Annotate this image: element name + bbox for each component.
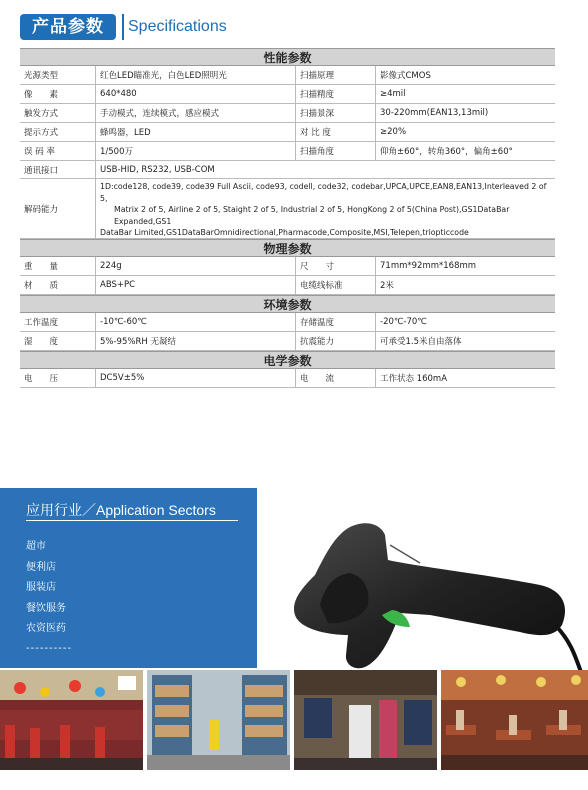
application-sectors-panel (0, 488, 257, 668)
spec-key: 重 量 (24, 262, 59, 272)
spec-key: 误 码 率 (24, 147, 55, 157)
page-header (20, 14, 227, 40)
spec-value: 1/500万 (95, 142, 295, 160)
header-title-cn: 产品参数 (20, 14, 116, 40)
application-item: 农资医药 (26, 623, 66, 634)
spec-key: 像 素 (24, 90, 59, 100)
spec-value: 影像式CMOS (375, 66, 555, 84)
supermarket-photo (0, 670, 143, 770)
spec-value: USB-HID, RS232, USB-COM (95, 161, 555, 178)
spec-value: 可承受1.5米自由落体 (375, 332, 555, 350)
spec-value: 手动模式，连续模式，感应模式 (95, 104, 295, 122)
spec-value: 2米 (375, 276, 555, 294)
spec-key: 材 质 (24, 281, 59, 291)
spec-value: 蜂鸣器，LED (95, 123, 295, 141)
spec-key: 电缆线标准 (295, 276, 375, 294)
spec-key: 解码能力 (24, 204, 59, 215)
spec-key: 扫描原理 (295, 66, 375, 84)
spec-key: 尺 寸 (295, 257, 375, 275)
spec-key: 提示方式 (24, 128, 59, 138)
spec-value: 640*480 (95, 85, 295, 103)
spec-key: 存储温度 (295, 313, 375, 331)
spec-value: ABS+PC (95, 276, 295, 294)
spec-value: 仰角±60°，转角360°，偏角±60° (375, 142, 555, 160)
application-item: 餐饮服务 (26, 602, 66, 614)
spec-key: 通讯接口 (24, 165, 59, 176)
spec-value: ≥20% (375, 123, 555, 141)
spec-row (20, 85, 555, 104)
section-performance: 性能参数 (20, 48, 555, 66)
application-item: 超市 (26, 541, 46, 552)
spec-key: 工作温度 (24, 318, 59, 328)
decode-line: DataBar Limited,GS1DataBarOmnidirectional,Pharmacode,Composite,MSI,Telepen,triopticcode (100, 228, 469, 237)
application-item: 服装店 (26, 582, 56, 593)
application-dashes: ---------- (26, 643, 73, 654)
spec-table (20, 48, 555, 388)
spec-row-decode (20, 179, 555, 239)
application-item: 便利店 (26, 561, 56, 573)
spec-value: -10℃-60℃ (95, 313, 295, 331)
spec-key: 光源类型 (24, 71, 59, 81)
spec-value: 71mm*92mm*168mm (375, 257, 555, 275)
spec-key: 湿 度 (24, 337, 59, 347)
spec-row (20, 123, 555, 142)
spec-value: 红色LED瞄准光，白色LED照明光 (95, 66, 295, 84)
spec-value: -20℃-70℃ (375, 313, 555, 331)
section-environment: 环境参数 (20, 295, 555, 313)
spec-row (20, 369, 555, 388)
spec-key: 对 比 度 (295, 123, 375, 141)
spec-key: 抗震能力 (295, 332, 375, 350)
spec-value: 5%-95%RH 无凝结 (95, 332, 295, 350)
spec-row (20, 276, 555, 295)
application-list (26, 537, 66, 640)
spec-row (20, 313, 555, 332)
spec-value: DC5V±5% (95, 369, 295, 387)
spec-key: 扫描精度 (295, 85, 375, 103)
spec-row (20, 66, 555, 85)
decode-line: 1D:code128, code39, code39 Full Ascii, code93, codell, code32, codebar,UPCA,UPCE,EAN8,EAN13,Interleaved 2 of 5, (100, 182, 547, 203)
warehouse-photo (147, 670, 290, 770)
spec-key: 电 压 (24, 374, 59, 384)
header-title-en: Specifications (128, 18, 227, 35)
spec-key: 扫描景深 (295, 104, 375, 122)
spec-key: 电 流 (295, 369, 375, 387)
spec-value: 30-220mm(EAN13,13mil) (375, 104, 555, 122)
application-title: 应用行业／Application Sectors (26, 502, 216, 518)
spec-row (20, 332, 555, 351)
barcode-scanner-image (270, 515, 588, 675)
decode-line: Matrix 2 of 5, Airline 2 of 5, Staight 2 of 5, Industrial 2 of 5, HongKong 2 of 5(China Post),GS1DataBar Expanded,GS1 (114, 205, 510, 226)
spec-row (20, 104, 555, 123)
section-physical: 物理参数 (20, 239, 555, 257)
application-photos (0, 670, 588, 770)
restaurant-photo (441, 670, 588, 770)
spec-value: ≥4mil (375, 85, 555, 103)
spec-row (20, 257, 555, 276)
clothing-store-photo (294, 670, 437, 770)
spec-key: 扫描角度 (295, 142, 375, 160)
spec-row (20, 142, 555, 161)
spec-value: 工作状态 160mA (375, 369, 555, 387)
application-title-underline (26, 520, 238, 521)
decode-capabilities (95, 179, 555, 238)
spec-row-comm (20, 161, 555, 179)
spec-value: 224g (95, 257, 295, 275)
section-electrical: 电学参数 (20, 351, 555, 369)
header-divider (122, 14, 124, 40)
spec-key: 触发方式 (24, 109, 59, 119)
